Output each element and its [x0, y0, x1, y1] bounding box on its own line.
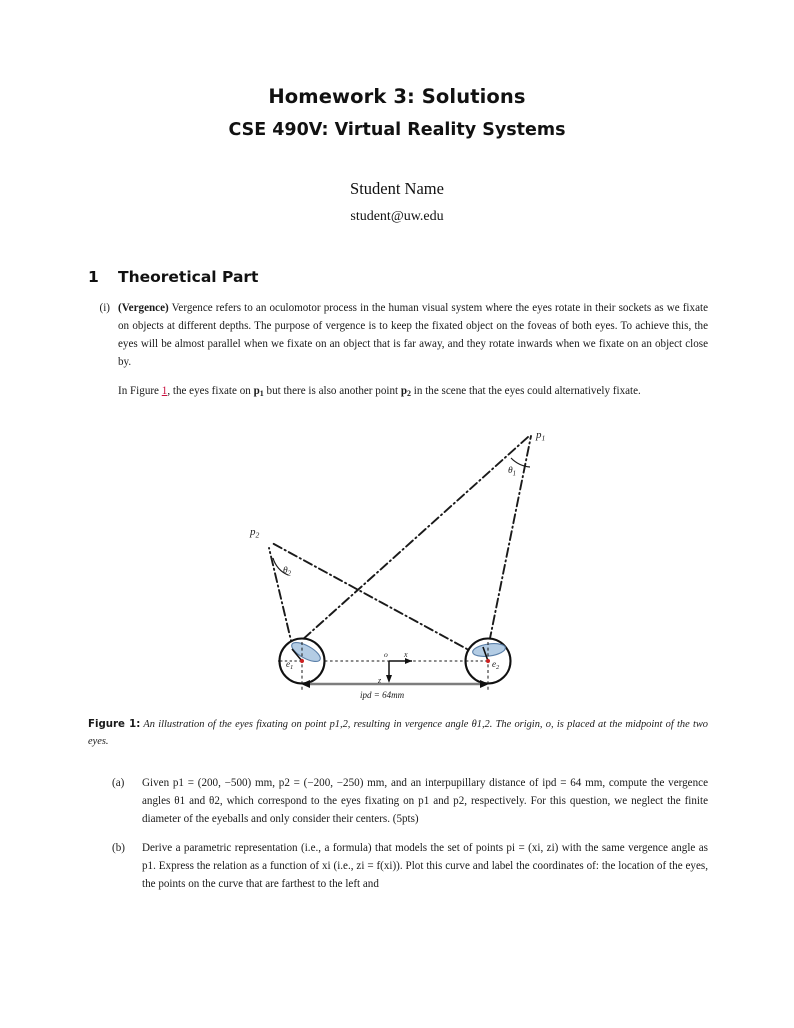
- ipd-dimension-line: [301, 680, 489, 688]
- figure-ref-middle-2: but there is also another point: [263, 384, 401, 397]
- author-email: student@uw.edu: [350, 208, 444, 224]
- caption-label: Figure 1:: [88, 719, 141, 730]
- figure-caption: [88, 717, 708, 750]
- label-ipd: ipd = 64mm: [360, 690, 405, 700]
- paragraph-figure-reference: [118, 383, 708, 401]
- vergence-bold-label: (Vergence): [118, 302, 169, 314]
- ray-left-eye-to-p2: [269, 548, 293, 649]
- caption-text: An illustration of the eyes fixating on point p1,2, resulting in vergence angle θ1,2. The origin, o, is placed at the midpoint of the two eyes.: [88, 719, 708, 747]
- section-title: Theoretical Part: [118, 268, 259, 286]
- origin-axes: [386, 658, 412, 683]
- item-marker-i: (i): [99, 302, 110, 314]
- page-title: Homework 3: Solutions: [268, 85, 526, 108]
- subitem-marker-a: (a): [112, 777, 125, 789]
- figure-ref-tail: in the scene that the eyes could alternatively fixate.: [411, 384, 641, 397]
- list-item-b: [112, 840, 708, 894]
- section-number: 1: [88, 268, 99, 286]
- subitem-list: [112, 775, 708, 894]
- vergence-ray-group: [269, 436, 531, 658]
- z-axis-arrowhead: [386, 675, 392, 683]
- label-p1: $p_1$: [536, 429, 546, 443]
- subitem-marker-b: (b): [112, 841, 125, 854]
- label-theta2: $\theta_2$: [283, 566, 292, 578]
- subitem-body-b: Derive a parametric representation (i.e., a formula) that models the set of points pi = (xi, zi) with the same vergence angle as p1. Express the relation as a function of xi (i.e., zi = f(xi)). Plot this curve and label the coordinates of: the location of the eyes, the points on the curve that are farthest to the left and: [142, 841, 708, 890]
- inline-p2-subscript: 2: [407, 388, 412, 398]
- right-eyeball: [466, 639, 511, 691]
- label-p2: $p_2$: [250, 526, 260, 540]
- body-content: [88, 300, 708, 401]
- label-e2: $e_2$: [492, 659, 500, 672]
- author-name: Student Name: [350, 178, 444, 198]
- inline-p2-symbol: p: [400, 384, 408, 397]
- vergence-paragraph-text: Vergence refers to an oculomotor process in the human visual system where the eyes rotate in their sockets as we fixate on objects at different depths. The purpose of vergence is to keep the fixated object on the foveas of both eyes. To achieve this, the eyes will be almost parallel when we fixate on an object that is far away, and they rotate inwards when we fixate on an object close by.: [118, 302, 708, 368]
- subitem-body-a: Given p1 = (200, −500) mm, p2 = (−200, −250) mm, and an interpupillary distance of ipd = 64 mm, compute the vergence angles θ1 and θ2, which correspond to the eyes fixating on p1 and p2, respectively. For this question, we neglect the finite diameter of the eyeballs and only consider their centers. (5pts): [142, 777, 708, 825]
- figure-vector-graphic: [0, 418, 794, 710]
- list-item-a: [112, 775, 708, 829]
- course-subtitle: CSE 490V: Virtual Reality Systems: [228, 119, 566, 140]
- title-block: [0, 84, 794, 226]
- list-item-i: [88, 300, 708, 401]
- figure-1-illustration: [0, 418, 794, 710]
- label-theta1: $\theta_1$: [508, 466, 517, 478]
- label-x-axis: x: [404, 650, 408, 659]
- figure-ref-middle-1: , the eyes fixate on: [167, 384, 254, 397]
- section-heading: [88, 268, 258, 286]
- figure-ref-prefix: In Figure: [118, 384, 162, 397]
- right-eye-center-dot: [486, 659, 490, 663]
- figure-1-link[interactable]: 1: [161, 384, 168, 397]
- label-origin: o: [384, 650, 388, 659]
- item-body-i: [118, 300, 708, 401]
- label-z-axis: z: [378, 676, 382, 685]
- label-e1: $e_1$: [286, 659, 294, 672]
- left-eye-center-dot: [300, 659, 304, 663]
- paragraph-vergence: [118, 300, 708, 372]
- inline-p1-symbol: p: [253, 384, 260, 397]
- inline-p1-subscript: 1: [259, 388, 264, 398]
